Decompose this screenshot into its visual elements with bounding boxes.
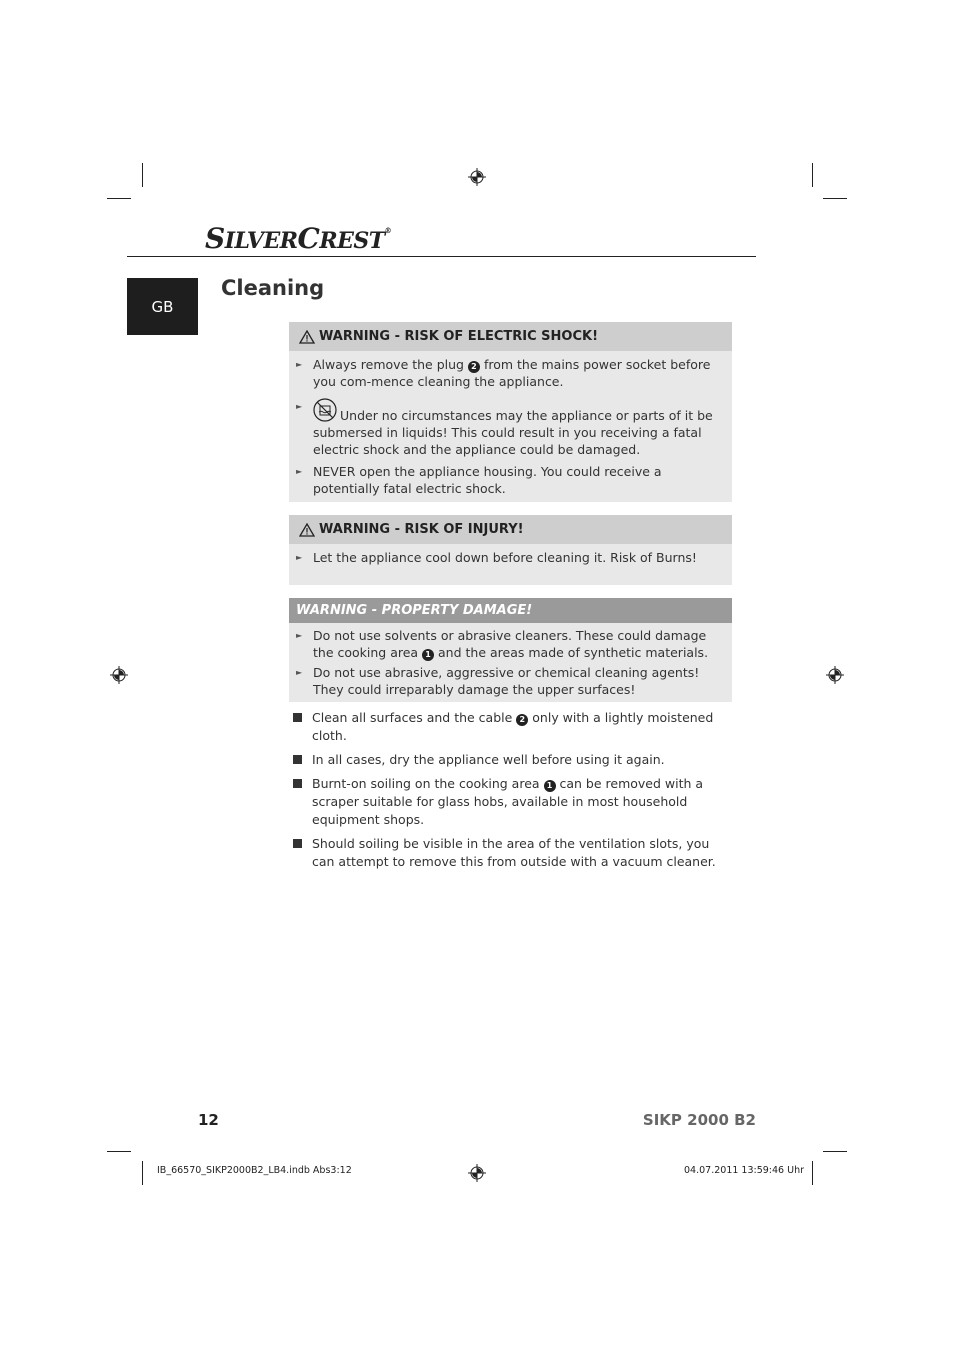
part-number-badge: 1	[422, 649, 434, 661]
part-number-badge: 2	[468, 361, 480, 373]
language-tab-label: GB	[151, 297, 174, 316]
warning-header	[289, 515, 732, 544]
list-item: ► NEVER open the appliance housing. You could receive a potentially fatal electric shock.	[313, 463, 722, 497]
crop-mark	[107, 1151, 131, 1152]
silvercrest-logo: SILVERCREST®	[205, 222, 392, 255]
file-slug: IB_66570_SIKP2000B2_LB4.indb Abs3:12	[157, 1165, 352, 1176]
language-tab	[127, 278, 198, 335]
list-item: ► Always remove the plug 2 from the mains power socket before you com-mence cleaning the appliance.	[313, 356, 722, 390]
crop-mark	[812, 163, 813, 187]
no-submerge-icon	[313, 398, 337, 422]
warning-triangle-icon	[299, 330, 315, 344]
crop-mark	[142, 1161, 143, 1185]
warning-risk-of-injury	[289, 515, 732, 585]
crop-mark	[823, 198, 847, 199]
cleaning-instructions	[293, 709, 735, 877]
part-number-badge: 1	[544, 780, 556, 792]
registration-mark-icon	[110, 666, 128, 684]
registration-mark-icon	[826, 666, 844, 684]
part-number-badge: 2	[516, 714, 528, 726]
list-item: ► Let the appliance cool down before cleaning it. Risk of Burns!	[313, 549, 722, 566]
header-rule	[127, 256, 756, 257]
warning-title: WARNING - RISK OF ELECTRIC SHOCK!	[319, 329, 599, 344]
warning-header	[289, 598, 732, 623]
warning-electric-shock	[289, 322, 732, 502]
registration-mark-icon	[468, 168, 486, 186]
section-title: Cleaning	[221, 276, 325, 300]
warning-property-damage	[289, 598, 732, 702]
crop-mark	[812, 1161, 813, 1185]
page-number: 12	[198, 1111, 219, 1129]
warning-triangle-icon	[299, 523, 315, 537]
crop-mark	[107, 198, 131, 199]
crop-mark	[823, 1151, 847, 1152]
warning-title: WARNING - RISK OF INJURY!	[319, 522, 524, 537]
list-item: ► Do not use abrasive, aggressive or chemical cleaning agents! They could irreparably damage the upper surfaces!	[313, 664, 722, 698]
registration-mark-icon	[468, 1164, 486, 1182]
model-number: SIKP 2000 B2	[642, 1111, 756, 1129]
print-timestamp: 04.07.2011 13:59:46 Uhr	[684, 1165, 804, 1176]
warning-header	[289, 322, 732, 351]
list-item: Clean all surfaces and the cable 2 only with a lightly moistened cloth.	[293, 709, 735, 745]
list-item: Should soiling be visible in the area of the ventilation slots, you can attempt to remove this from outside with a vacuum cleaner.	[293, 835, 735, 871]
warning-title: WARNING - PROPERTY DAMAGE!	[296, 603, 533, 618]
crop-mark	[142, 163, 143, 187]
list-item: ► Do not use solvents or abrasive cleaners. These could damage the cooking area 1 and the areas made of synthetic materials.	[313, 627, 722, 661]
list-item: Burnt-on soiling on the cooking area 1 can be removed with a scraper suitable for glass hobs, available in most household equipment shops.	[293, 775, 735, 829]
list-item: In all cases, dry the appliance well before using it again.	[293, 751, 735, 769]
list-item: ► Under no circumstances may the appliance or parts of it be submersed in liquids! This could result in you receiving a fatal electric shock and the appliance could be damaged.	[313, 398, 722, 458]
